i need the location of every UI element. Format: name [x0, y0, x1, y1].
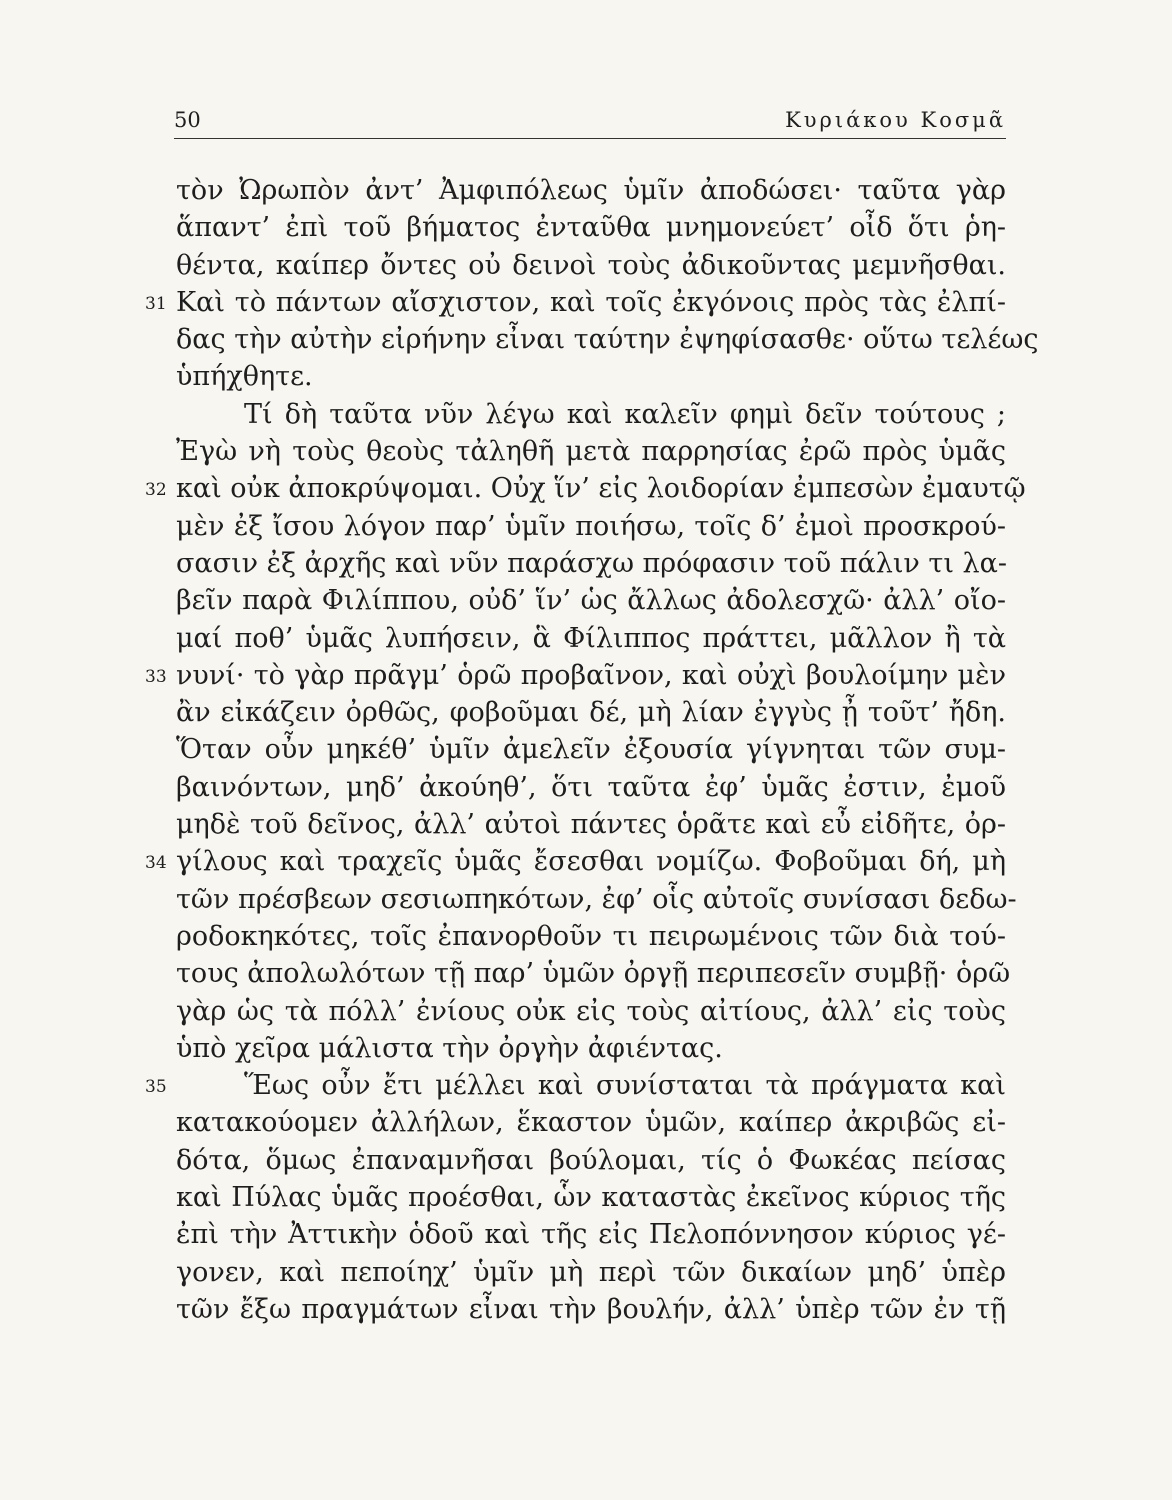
line-text: μαί ποθ’ ὑμᾶς λυπήσειν, ἃ Φίλιππος πράττει, μᾶλλον ἢ τὰ — [176, 622, 1006, 654]
line-text: Ὅταν οὖν μηκέθ’ ὑμῖν ἀμελεῖν ἐξουσία γίγνηται τῶν συμ- — [176, 734, 1006, 766]
section-number: 32 — [145, 480, 167, 501]
page-number: 50 — [174, 108, 201, 132]
line-text: τους ἀπολωλότων τῇ παρ’ ὑμῶν ὀργῇ περιπεσεῖν συμβῇ· ὁρῶ — [176, 958, 1011, 990]
section-number: 34 — [145, 853, 167, 874]
text-line — [0, 1104, 1172, 1141]
text-line — [0, 620, 1172, 657]
text-line — [0, 284, 1172, 321]
text-line — [0, 881, 1172, 918]
line-text: τῶν ἔξω πραγμάτων εἶναι τὴν βουλήν, ἀλλ’ ὑπὲρ τῶν ἐν τῇ — [176, 1293, 1006, 1325]
line-text: κατακούομεν ἀλλήλων, ἕκαστον ὑμῶν, καίπερ ἀκριβῶς εἰ- — [176, 1107, 1006, 1139]
line-text: Ἕως οὖν ἔτι μέλλει καὶ συνίσταται τὰ πράγματα καὶ — [244, 1070, 1006, 1102]
line-text: Ἐγὼ νὴ τοὺς θεοὺς τἀληθῆ μετὰ παρρησίας ἐρῶ πρὸς ὑμᾶς — [176, 436, 1006, 468]
text-line — [0, 918, 1172, 955]
line-text: σασιν ἐξ ἀρχῆς καὶ νῦν παράσχω πρόφασιν τοῦ πάλιν τι λα- — [176, 547, 1008, 579]
text-line — [0, 508, 1172, 545]
page-header — [174, 104, 1006, 139]
text-line — [0, 1067, 1172, 1104]
line-text: ἅπαντ’ ἐπὶ τοῦ βήματος ἐνταῦθα μνημονεύετ’ οἶδ ὅτι ῥη- — [176, 212, 1006, 244]
line-text: βεῖν παρὰ Φιλίππου, οὐδ’ ἵν’ ὡς ἄλλως ἀδολεσχῶ· ἀλλ’ οἴο- — [176, 585, 1006, 617]
line-text: δας τὴν αὐτὴν εἰρήνην εἶναι ταύτην ἐψηφίσασθε· οὕτω τελέως — [176, 324, 1039, 356]
section-number: 35 — [145, 1077, 167, 1098]
text-line — [0, 1179, 1172, 1216]
line-text: μὲν ἐξ ἴσου λόγον παρ’ ὑμῖν ποιήσω, τοῖς δ’ ἐμοὶ προσκρού- — [176, 510, 1006, 542]
line-text: γονεν, καὶ πεποίηχ’ ὑμῖν μὴ περὶ τῶν δικαίων μηδ’ ὑπὲρ — [176, 1256, 1006, 1288]
text-line — [0, 247, 1172, 284]
text-line — [0, 806, 1172, 843]
line-text: ὑπὸ χεῖρα μάλιστα τὴν ὀργὴν ἀφιέντας. — [176, 1032, 723, 1064]
text-line — [0, 1254, 1172, 1291]
line-text: Τί δὴ ταῦτα νῦν λέγω καὶ καλεῖν φημὶ δεῖν τούτους ; — [244, 398, 1006, 430]
line-text: καὶ Πύλας ὑμᾶς προέσθαι, ὧν καταστὰς ἐκεῖνος κύριος τῆς — [176, 1182, 1006, 1214]
text-line — [0, 396, 1172, 433]
section-number: 31 — [145, 293, 167, 314]
line-text: γίλους καὶ τραχεῖς ὑμᾶς ἔσεσθαι νομίζω. Φοβοῦμαι δή, μὴ — [176, 846, 1006, 878]
section-number: 33 — [145, 666, 167, 687]
text-line — [0, 1291, 1172, 1328]
text-line — [0, 1142, 1172, 1179]
line-text: καὶ οὐκ ἀποκρύψομαι. Οὐχ ἵν’ εἰς λοιδορίαν ἐμπεσὼν ἐμαυτῷ — [176, 473, 1026, 505]
text-line — [0, 1216, 1172, 1253]
running-head: Κυριάκου Κοσμᾶ — [785, 108, 1006, 132]
line-text: Καὶ τὸ πάντων αἴσχιστον, καὶ τοῖς ἐκγόνοις πρὸς τὰς ἐλπί- — [176, 286, 1006, 318]
line-text: μηδὲ τοῦ δεῖνος, ἀλλ’ αὐτοὶ πάντες ὁρᾶτε καὶ εὖ εἰδῆτε, ὀρ- — [176, 809, 1006, 841]
text-line — [0, 545, 1172, 582]
line-text: ἐπὶ τὴν Ἀττικὴν ὁδοῦ καὶ τῆς εἰς Πελοπόννησον κύριος γέ- — [176, 1219, 1006, 1251]
text-line — [0, 358, 1172, 395]
text-line — [0, 694, 1172, 731]
text-line — [0, 769, 1172, 806]
text-line — [0, 993, 1172, 1030]
line-text: τῶν πρέσβεων σεσιωπηκότων, ἐφ’ οἷς αὐτοῖς συνίσασι δεδω- — [176, 883, 1017, 915]
line-text: ὑπήχθητε. — [176, 361, 313, 393]
line-text: θέντα, καίπερ ὄντες οὐ δεινοὶ τοὺς ἀδικοῦντας μεμνῆσθαι. — [176, 249, 1006, 281]
text-line — [0, 209, 1172, 246]
text-line — [0, 172, 1172, 209]
line-text: τὸν Ὠρωπὸν ἀντ’ Ἀμφιπόλεως ὑμῖν ἀποδώσει· ταῦτα γὰρ — [176, 175, 1006, 206]
text-line — [0, 657, 1172, 694]
text-line — [0, 843, 1172, 880]
text-body — [0, 172, 1172, 1328]
line-text: νυνί· τὸ γὰρ πρᾶγμ’ ὁρῶ προβαῖνον, καὶ οὐχὶ βουλοίμην μὲν — [176, 659, 1006, 691]
line-text: δότα, ὅμως ἐπαναμνῆσαι βούλομαι, τίς ὁ Φωκέας πείσας — [176, 1144, 1006, 1176]
line-text: ροδοκηκότες, τοῖς ἐπανορθοῦν τι πειρωμένοις τῶν διὰ τού- — [176, 920, 1006, 952]
line-text: γὰρ ὡς τὰ πόλλ’ ἐνίους οὐκ εἰς τοὺς αἰτίους, ἀλλ’ εἰς τοὺς — [176, 995, 1006, 1027]
text-line — [0, 955, 1172, 992]
text-line — [0, 731, 1172, 768]
text-line — [0, 1030, 1172, 1067]
line-text: ἂν εἰκάζειν ὀρθῶς, φοβοῦμαι δέ, μὴ λίαν ἐγγὺς ᾖ τοῦτ’ ἤδη. — [176, 697, 1006, 729]
text-line — [0, 582, 1172, 619]
text-line — [0, 470, 1172, 507]
text-line — [0, 321, 1172, 358]
line-text: βαινόντων, μηδ’ ἀκούηθ’, ὅτι ταῦτα ἐφ’ ὑμᾶς ἐστιν, ἐμοῦ — [176, 771, 1006, 803]
text-line — [0, 433, 1172, 470]
